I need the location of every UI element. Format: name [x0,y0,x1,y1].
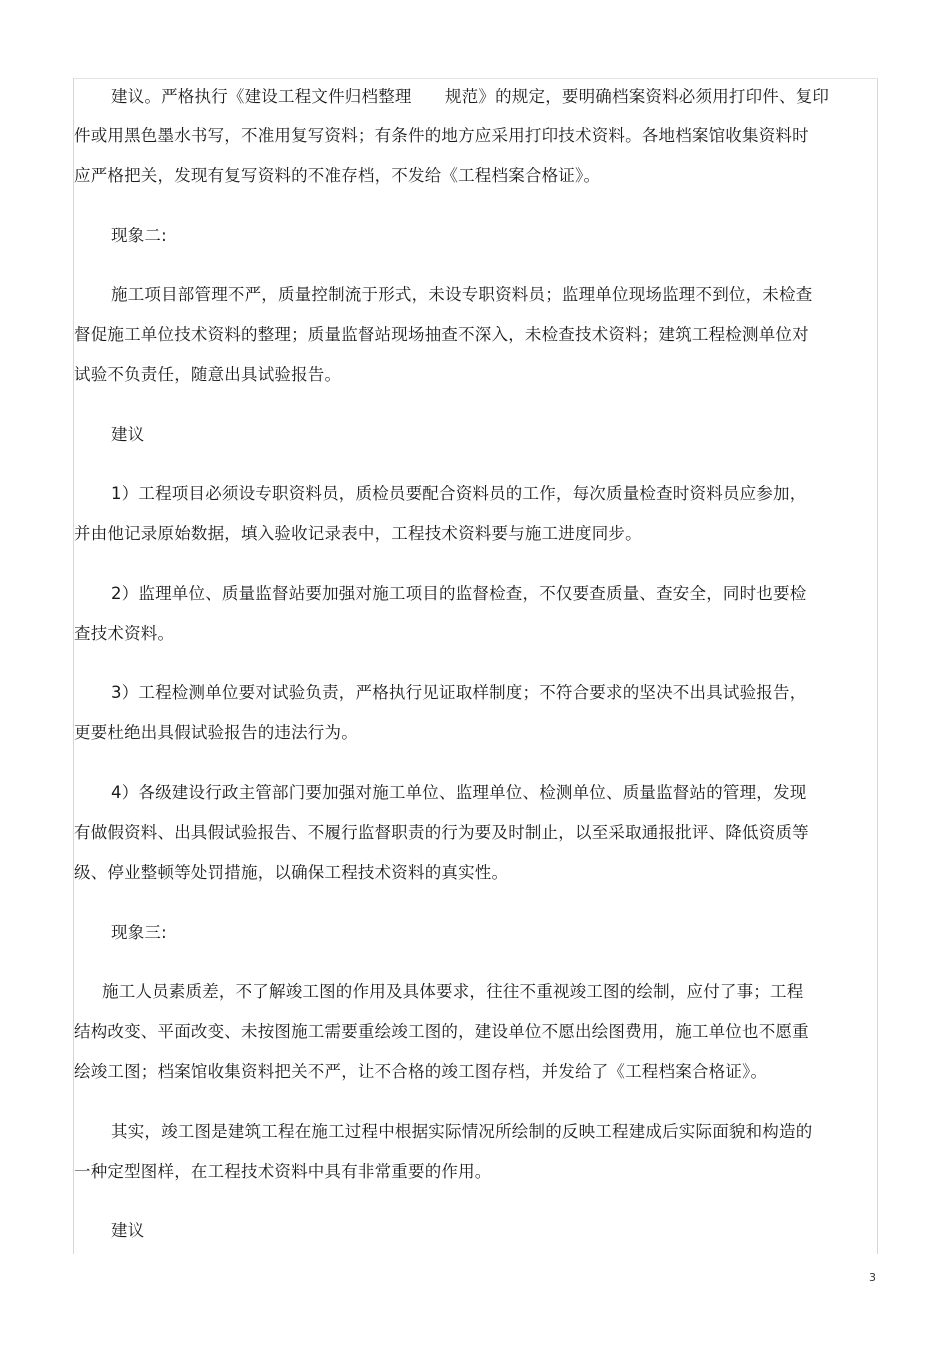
paragraph-line: 1）工程项目必须设专职资料员，质检员要配合资料员的工作，每次质量检查时资料员应参加， [111,484,807,503]
page-number: 3 [869,1271,876,1284]
paragraph-line: 4）各级建设行政主管部门要加强对施工单位、监理单位、检测单位、质量监督站的管理，发现 [111,783,807,802]
paragraph-line: 试验不负责任，随意出具试验报告。 [74,365,342,384]
paragraph-line: 督促施工单位技术资料的整理；质量监督站现场抽查不深入，未检查技术资料；建筑工程检测单位对 [74,325,809,344]
paragraph-line: 绘竣工图；档案馆收集资料把关不严，让不合格的竣工图存档，并发给了《工程档案合格证》。 [74,1062,768,1081]
paragraph-line: 2）监理单位、质量监督站要加强对施工项目的监督检查，不仅要查质量、查安全，同时也要检 [111,584,807,603]
paragraph-line: 现象三: [111,923,167,942]
paragraph-line: 应严格把关，发现有复写资料的不准存档，不发给《工程档案合格证》。 [74,166,601,185]
paragraph-line: 施工项目部管理不严，质量控制流于形式，未设专职资料员；监理单位现场监理不到位，未检查 [111,285,813,304]
paragraph-line: 建议 [111,1221,145,1240]
paragraph-line: 建议 [111,425,145,444]
paragraph-line: 现象二: [111,226,167,245]
paragraph-line: 一种定型图样，在工程技术资料中具有非常重要的作用。 [74,1162,492,1181]
paragraph-line: 3）工程检测单位要对试验负责，严格执行见证取样制度；不符合要求的坚决不出具试验报告， [111,683,807,702]
paragraph-line: 其实，竣工图是建筑工程在施工过程中根据实际情况所绘制的反映工程建成后实际面貌和构造的 [111,1122,813,1141]
paragraph-line: 级、停业整顿等处罚措施，以确保工程技术资料的真实性。 [74,863,509,882]
paragraph-line: 件或用黑色墨水书写，不准用复写资料；有条件的地方应采用打印技术资料。各地档案馆收集资料时 [74,126,809,145]
paragraph-line: 查技术资料。 [74,624,175,643]
paragraph-line: 并由他记录原始数据，填入验收记录表中，工程技术资料要与施工进度同步。 [74,524,642,543]
paragraph-line: 结构改变、平面改变、未按图施工需要重绘竣工图的，建设单位不愿出绘图费用，施工单位也不愿重 [74,1022,809,1041]
paragraph-line: 施工人员素质差，不了解竣工图的作用及具体要求，往往不重视竣工图的绘制，应付了事；工程 [102,982,804,1001]
paragraph-line: 更要杜绝出具假试验报告的违法行为。 [74,723,358,742]
paragraph-line: 有做假资料、出具假试验报告、不履行监督职责的行为要及时制止，以至采取通报批评、降低资质等 [74,823,809,842]
paragraph-line: 建议。严格执行《建设工程文件归档整理 规范》的规定，要明确档案资料必须用打印件、复印 [111,87,830,106]
